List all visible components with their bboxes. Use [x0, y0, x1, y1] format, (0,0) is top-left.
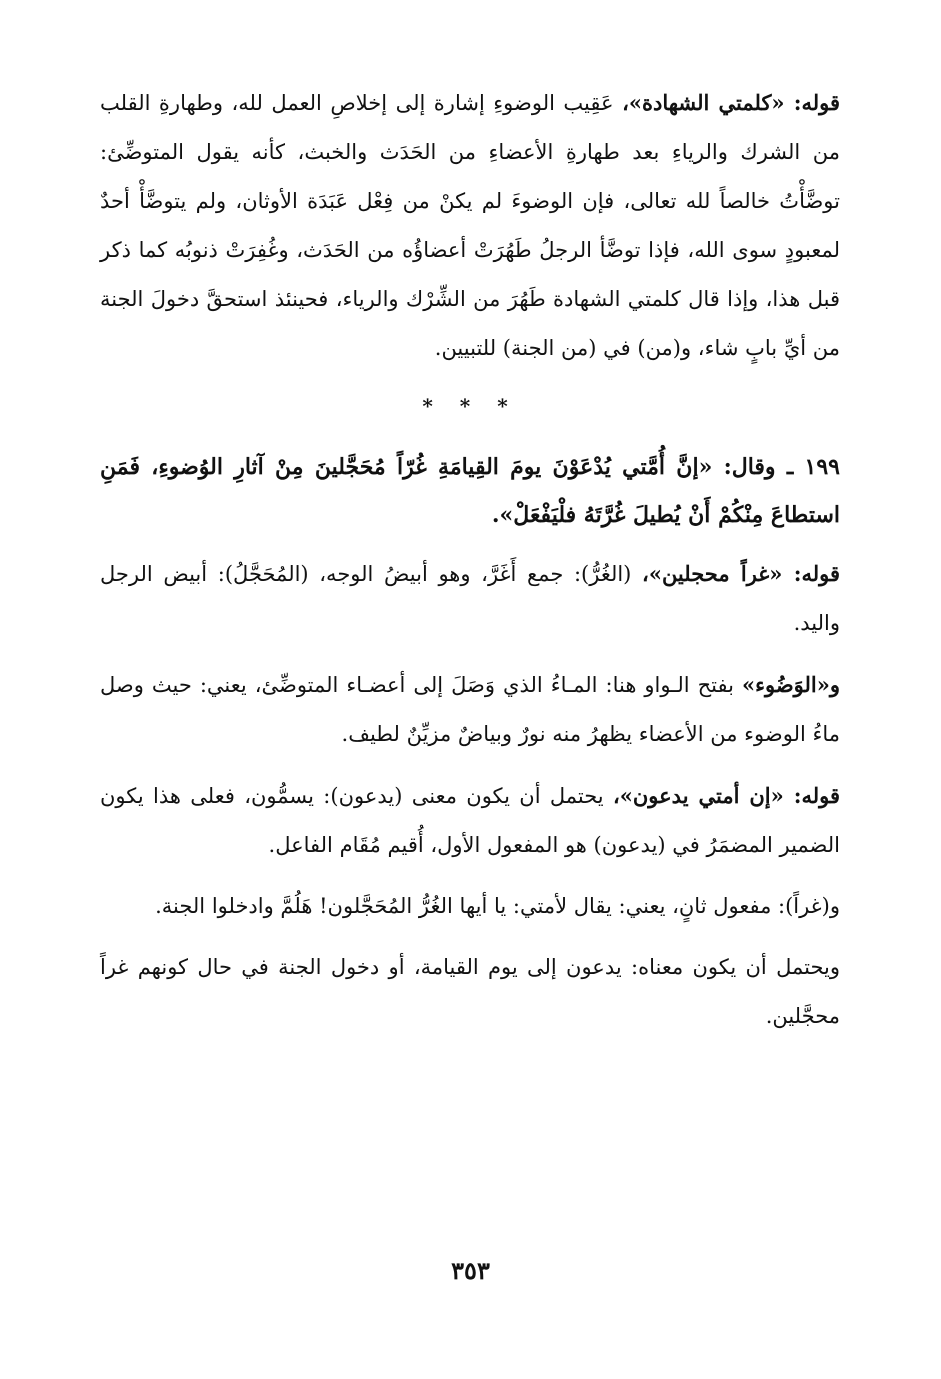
commentary-paragraph-yudawn — [100, 771, 840, 870]
page-number: ٣٥٣ — [451, 1256, 490, 1285]
commentary-text: يحتمل أن يكون معنى (يدعون): يسمُّون، فعلى هذا يكون الضمير المضمَرُ في (يدعون) هو المفعول الأول، أُقيم مُقَام الفاعل. — [100, 784, 840, 857]
commentary-text: ويحتمل أن يكون معناه: يدعون إلى يوم القيامة، أو دخول الجنة في حال كونهم غراً محجَّلين. — [100, 955, 840, 1028]
lemma-kalimatay-alshahada: قوله: «كلمتي الشهادة»، — [622, 90, 841, 115]
section-separator: * * * — [422, 394, 518, 418]
lemma-ghurran-muhajjalin: قوله: «غراً محجلين»، — [642, 561, 840, 586]
commentary-paragraph-wadu — [100, 660, 840, 759]
commentary-text: بفتح الـواو هنا: المـاءُ الذي وَصَلَ إلى أعضـاء المتوضِّئ، يعني: حيث وصل ماءُ الوضوء من الأعضاء يظهرُ منه نورٌ وبياضٌ مزيِّنٌ لطيف. — [100, 673, 840, 746]
commentary-text: (الغُرُّ): جمع أَغَرَّ، وهو أبيضُ الوجه، (المُحَجَّلُ): أبيض الرجل واليد. — [100, 562, 840, 635]
commentary-paragraph-ihtimal — [100, 943, 840, 1041]
commentary-text: و(غراً): مفعول ثانٍ، يعني: يقال لأمتي: يا أيها الغُرُّ المُحَجَّلون! هَلُمَّ وادخلوا الجنة. — [155, 894, 840, 918]
hadith-199: ١٩٩ ـ وقال: «إنَّ أُمَّتي يُدْعَوْنَ يومَ القِيامَةِ غُرّاً مُحَجَّلينَ مِنْ آثارِ الوُضوءِ، فَمَنِ استطاعَ مِنْكُمْ أَنْ يُطيلَ غُرَّتَهُ فلْيَفْعَلْ». — [100, 454, 840, 528]
commentary-paragraph-shahada — [100, 78, 840, 373]
page-body — [100, 78, 840, 1041]
lemma-alwadu: و«الوَضُوء» — [741, 672, 840, 697]
commentary-paragraph-ghurran — [100, 549, 840, 648]
lemma-inna-ummati-yudawn: قوله: «إن أمتي يدعون»، — [612, 783, 840, 808]
commentary-text: عَقِيب الوضوءِ إشارة إلى إخلاصِ العمل لله، وطهارةِ القلب من الشرك والرياءِ بعد طهارةِ الأعضاءِ من الحَدَث والخبث، كأنه يقول المتوضِّئ: توضَّأْتُ خالصاً لله تعالى، فإن الوضوءَ لم يكنْ من فِعْل عَبَدَة الأوثان، ولم يتوضَّأْ أحدٌ لمعبودٍ سوى الله، فإذا توضَّأ الرجلُ طَهُرَتْ أعضاؤُه من الحَدَث، وغُفِرَتْ ذنوبُه كما ذكر قبل هذا، وإذا قال كلمتي الشهادة طَهُرَ من الشِّرْك والرياء، فحينئذ استحقَّ دخولَ الجنة من أيِّ بابٍ شاء، و(من) في (من الجنة) للتبيين. — [100, 91, 840, 360]
commentary-paragraph-maful-thani — [100, 882, 840, 931]
